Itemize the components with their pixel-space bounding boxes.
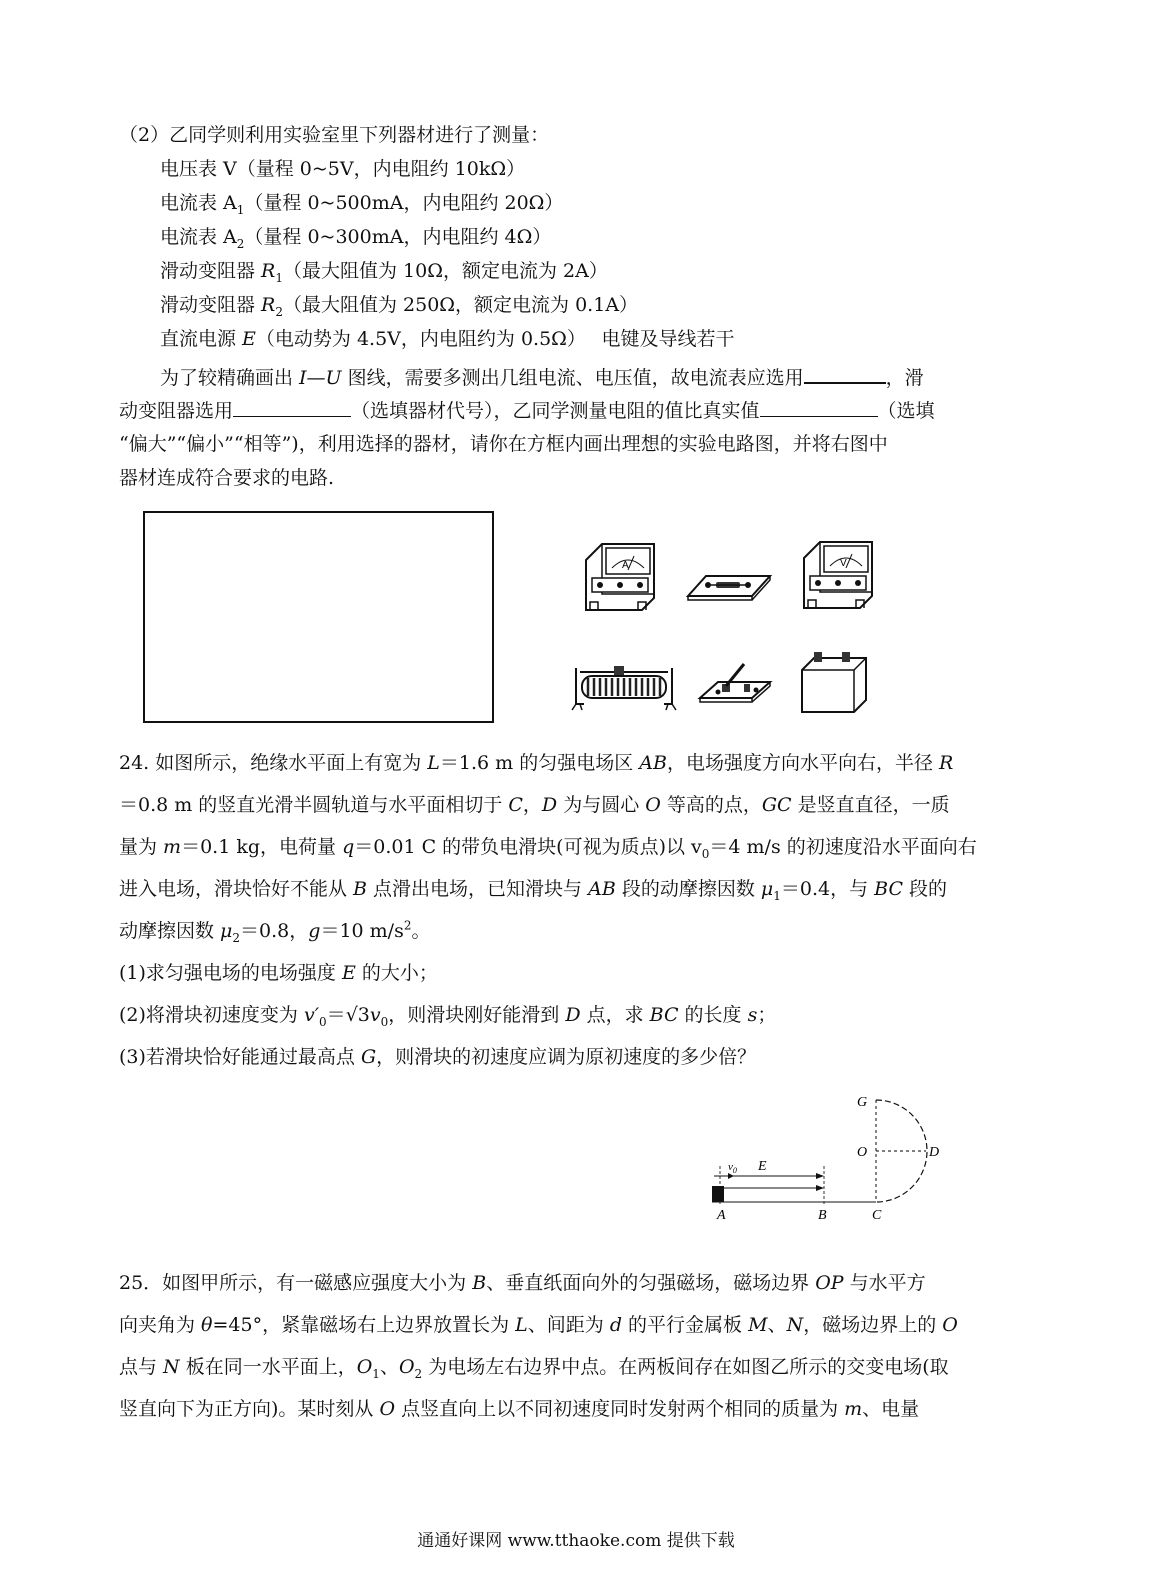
- ammeter1-spec: 电流表 $A_1$（量程 0~500mA，内电阻约 20Ω）: [160, 192, 564, 217]
- battery-icon: [802, 652, 866, 712]
- measurement-bias-blank[interactable]: [760, 398, 878, 417]
- ammeter-choice-blank[interactable]: [804, 364, 886, 384]
- q25-line-3: 点与 N 板在同一水平面上，$O_1$、$O_2$ 为电场左右边界中点。在两板间存在如图乙所示的交变电场(取: [119, 1356, 949, 1381]
- q24-part-1: (1)求匀强电场的电场强度 E 的大小；: [119, 962, 438, 984]
- rheostat-device-icon: [572, 666, 676, 710]
- q25-line-1: 25．如图甲所示，有一磁感应强度大小为 B、垂直纸面向外的匀强磁场，磁场边界 OP 与水平方: [119, 1272, 926, 1294]
- q24-part-2: (2)将滑块初速度变为 $v'_0=√3v_0$，则滑块刚好能滑到 D 点，求 BC 的长度 s；: [119, 1004, 777, 1029]
- q24-line-5: 动摩擦因数 $\mu_2=0.8$，g＝10 $m/s^2$。: [119, 918, 431, 945]
- task-line-2: 动变阻器选用 （选填器材代号），乙同学测量电阻的值比真实值 （选填: [119, 400, 935, 422]
- ammeter-device-icon: [586, 544, 654, 610]
- q25-line-4: 竖直向下为正方向)。某时刻从 O 点竖直向上以不同初速度同时发射两个相同的质量为 m、电量: [119, 1398, 920, 1420]
- power-source-spec: 直流电源 E（电动势为 4.5V，内电阻约为 0.5Ω） 电键及导线若干: [160, 328, 735, 350]
- fig-label-c: C: [872, 1208, 882, 1223]
- q24-part-3: (3)若滑块恰好能通过最高点 G，则滑块的初速度应调为原初速度的多少倍？: [119, 1046, 757, 1068]
- fig-label-g: G: [857, 1095, 868, 1110]
- page-footer: 通通好课网 www.tthaoke.com 提供下载: [417, 1531, 735, 1551]
- q23-intro: （2）乙同学则利用实验室里下列器材进行了测量：: [119, 124, 550, 146]
- svg-text:A: A: [622, 560, 629, 571]
- fig-label-v0: $v_0$: [728, 1161, 737, 1175]
- knife-switch-icon: [700, 664, 770, 702]
- voltmeter-device-icon: [804, 542, 872, 608]
- q24-figure: [700, 1090, 960, 1223]
- task-line-1: 为了较精确画出 I—U 图线，需要多测出几组电流、电压值，故电流表应选用 ，滑: [160, 364, 924, 390]
- circuit-drawing-box[interactable]: [143, 511, 494, 723]
- task-line-4: 器材连成符合要求的电路.: [119, 467, 335, 489]
- voltmeter-spec: 电压表 V（量程 0~5V，内电阻约 10kΩ）: [160, 158, 526, 180]
- q24-line-4: 进入电场，滑块恰好不能从 B 点滑出电场，已知滑块与 AB 段的动摩擦因数 $\mu_1=0.4$，与 BC 段的: [119, 878, 948, 903]
- equipment-illustrations: [570, 530, 880, 740]
- fig-label-b: B: [818, 1208, 827, 1223]
- rheostat-choice-blank[interactable]: [233, 398, 351, 417]
- svg-text:V: V: [840, 558, 847, 569]
- fig-label-a: A: [717, 1208, 726, 1223]
- ammeter2-spec: 电流表 $A_2$（量程 0~300mA，内电阻约 4Ω）: [160, 226, 552, 251]
- resistor-board-icon: [688, 576, 770, 600]
- rheostat2-spec: 滑动变阻器 $R_2$（最大阻值为 250Ω，额定电流为 0.1A）: [160, 294, 639, 319]
- task-line-3: “偏大”“偏小”“相等”)，利用选择的器材，请你在方框内画出理想的实验电路图，并将右图中: [119, 433, 888, 455]
- q25-line-2: 向夹角为 θ=45°，紧靠磁场右上边界放置长为 L、间距为 d 的平行金属板 M、N，磁场边界上的 O: [119, 1314, 958, 1336]
- fig-label-d: D: [929, 1145, 940, 1160]
- fig-label-o: O: [857, 1145, 868, 1160]
- q24-line-2: ＝0.8 m 的竖直光滑半圆轨道与水平面相切于 C，D 为与圆心 O 等高的点，GC 是竖直直径，一质: [119, 794, 950, 816]
- q24-line-3: 量为 m＝0.1 kg，电荷量 q＝0.01 C 的带负电滑块(可视为质点)以 $v_0=4$ m/s 的初速度沿水平面向右: [119, 836, 977, 861]
- fig-label-e: E: [758, 1159, 767, 1174]
- q24-line-1: 24. 如图所示，绝缘水平面上有宽为 L＝1.6 m 的匀强电场区 AB，电场强度方向水平向右，半径 R: [119, 752, 954, 774]
- rheostat1-spec: 滑动变阻器 $R_1$（最大阻值为 10Ω，额定电流为 2A）: [160, 260, 608, 285]
